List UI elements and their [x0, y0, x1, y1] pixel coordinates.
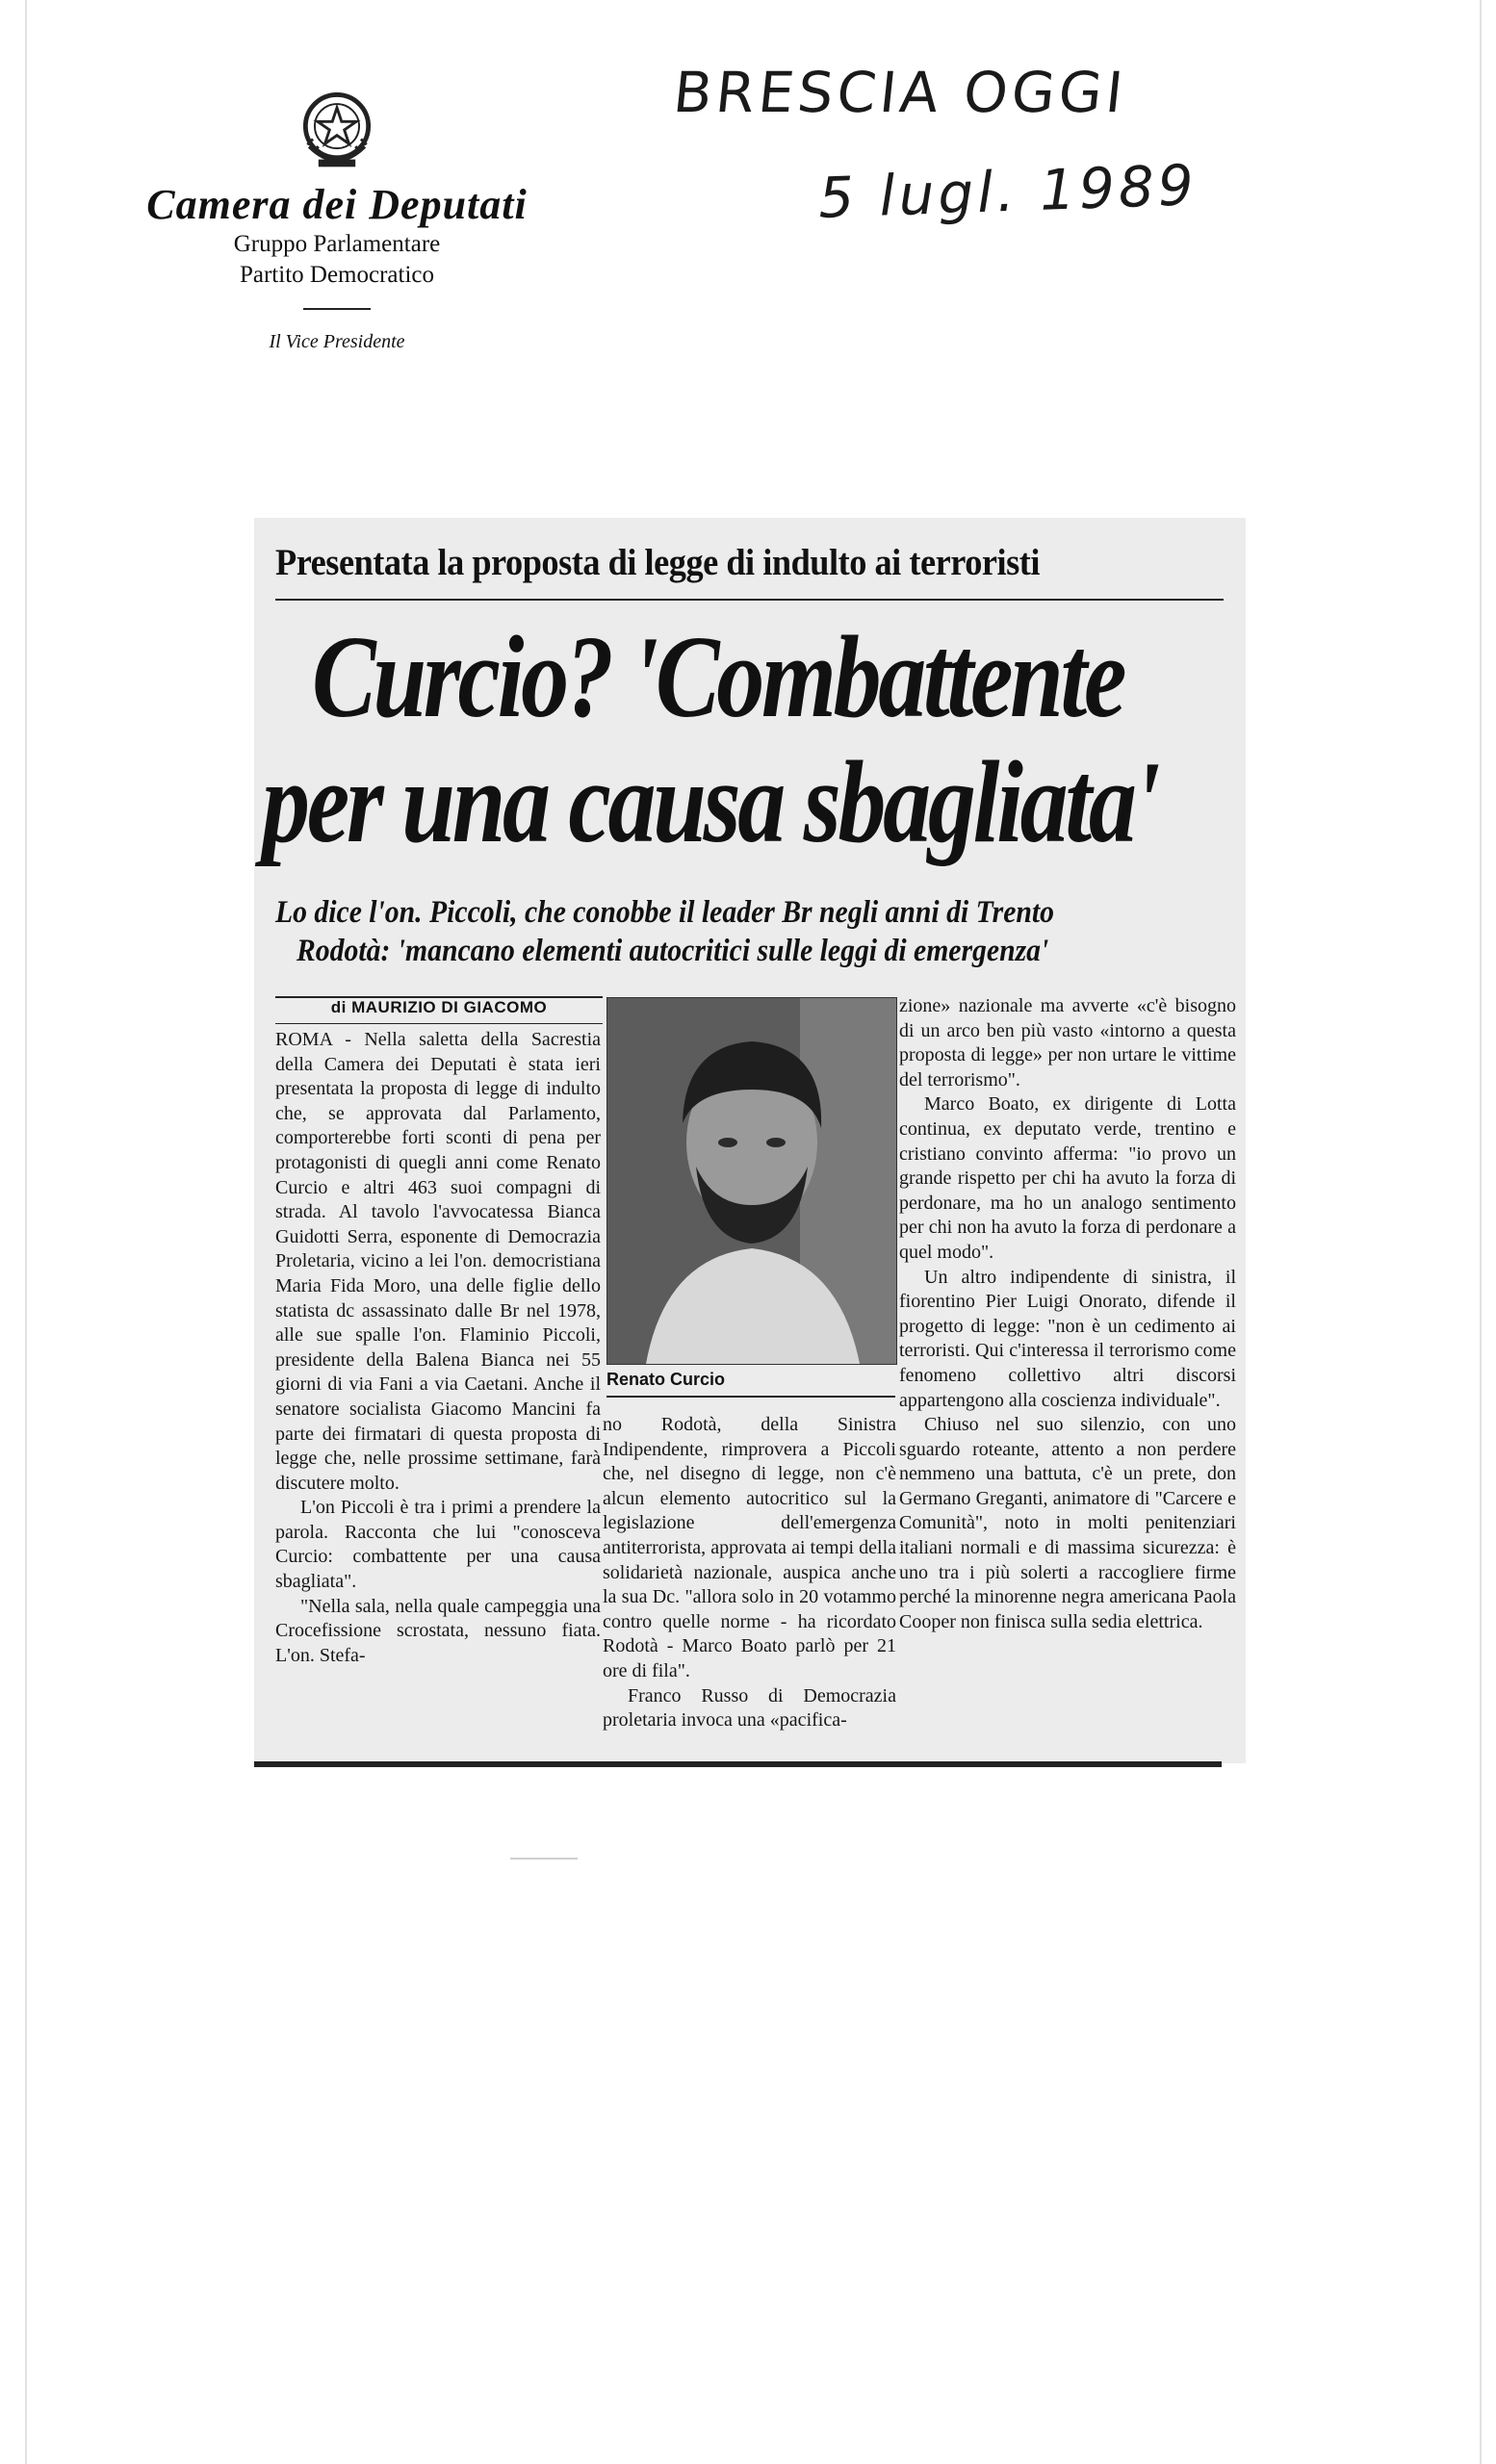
article-kicker: Presentata la proposta di legge di indulto ai terroristi	[275, 542, 1041, 583]
paragraph: Marco Boato, ex dirigente di Lotta continua, ex deputato verde, trentino e cristiano convinto afferma: "io provo un grande rispetto per chi ha avuto la forza di perdonare, ma ho un analogo sentimento per chi non ha avuto la forza di perdonare a quel modo".	[899, 1093, 1236, 1263]
paragraph: ROMA - Nella saletta della Sacrestia della Camera dei Deputati è stata ieri presentata la proposta di legge di indulto che, se approvata dal Parlamento, comporterebbe forti sconti di pena per protagonisti di quegli anni come Renato Curcio e altri 463 suoi compagni di strada. Al tavolo l'avvocatessa Bianca Guidotti Serra, esponente di Democrazia Proletaria, vicino a lei l'on. democristiana Maria Fida Moro, una delle figlie dello statista dc assassinato dalle Br nel 1978, alle sue spalle l'on. Flaminio Piccoli, presidente della Balena Bianca nei 55 giorni di via Fani a via Caetani. Anche il senatore socialista Giacomo Mancini fa parte dei firmatari di questa proposta di legge che, nelle prossime settimane, farà discutere molto.	[275, 1029, 601, 1494]
portrait-illustration	[607, 998, 896, 1364]
photo-caption: Renato Curcio	[606, 1370, 895, 1398]
page-edge-left	[25, 0, 27, 2464]
clipping-bottom-edge	[254, 1761, 1222, 1767]
handwritten-date: 5 lugl. 1989	[816, 152, 1199, 231]
article-column-3	[899, 994, 1236, 1634]
handwritten-newspaper-name: BRESCIA OGGI	[670, 60, 1130, 125]
deck-line-1: Lo dice l'on. Piccoli, che conobbe il leader Br negli anni di Trento	[275, 895, 1055, 930]
headline-line-2: per una causa sbagliata'	[262, 737, 1158, 867]
paragraph: zione» nazionale ma avverte «c'è bisogno di un arco ben più vasto «intorno a questa proposta di legge» per non urtare le vittime del terrorismo".	[899, 995, 1236, 1091]
group-line-1: Gruppo Parlamentare	[233, 231, 441, 257]
article-column-2	[603, 1413, 896, 1733]
deck-line-2: Rodotà: 'mancano elementi autocritici sulle leggi di emergenza'	[297, 934, 1049, 968]
group-line-2: Partito Democratico	[239, 262, 434, 288]
portrait-photo	[606, 997, 897, 1365]
scan-mark	[510, 1858, 578, 1860]
newspaper-clipping	[254, 518, 1246, 1763]
paragraph: "Nella sala, nella quale campeggia una Crocefissione scrostata, nessuno fiata. L'on. Stefa-	[275, 1595, 601, 1666]
paragraph: Un altro indipendente di sinistra, il fiorentino Pier Luigi Onorato, difende il progetto di legge: "non è un cedimento ai terroristi. Qui c'interessa il terrorismo come fenomeno collettivo altri discorsi appartengono alla coscienza individuale".	[899, 1266, 1236, 1411]
headline-line-1: Curcio? 'Combattente	[312, 612, 1124, 742]
paragraph: Chiuso nel suo silenzio, con uno sguardo roteante, attento a non perdere nemmeno una battuta, c'è un prete, don Germano Greganti, animatore di "Carcere e Comunità", noto in molti penitenziari italiani normali e di massima sicurezza: è uno tra i più solerti a raccogliere firme perché la minorenne negra americana Paola Cooper non finisca sulla sedia elettrica.	[899, 1414, 1236, 1632]
paragraph: no Rodotà, della Sinistra Indipendente, rimprovera a Piccoli che, nel disegno di legge, non c'è alcun elemento autocritico sul la legislazione dell'emergenza antiterrorista, approvata ai tempi della solidarietà nazionale, auspica anche la sua Dc. "allora solo in 20 votammo contro quelle norme - ha ricordato Rodotà - Marco Boato parlò per 21 ore di fila".	[603, 1414, 896, 1681]
article-column-1	[275, 1028, 601, 1668]
letterhead-divider	[303, 308, 371, 310]
italian-republic-emblem-icon	[291, 82, 383, 174]
letterhead	[144, 82, 529, 353]
page-edge-right	[1480, 0, 1482, 2464]
role-title: Il Vice Presidente	[269, 331, 405, 352]
institution-name: Camera dei Deputati	[146, 181, 528, 228]
paragraph: L'on Piccoli è tra i primi a prendere la parola. Racconta che lui "conosceva Curcio: combattente per una causa sbagliata".	[275, 1497, 601, 1593]
paragraph: Franco Russo di Democrazia proletaria invoca una «pacifica-	[603, 1684, 896, 1732]
kicker-rule	[275, 599, 1224, 601]
byline: di MAURIZIO DI GIACOMO	[330, 998, 548, 1016]
